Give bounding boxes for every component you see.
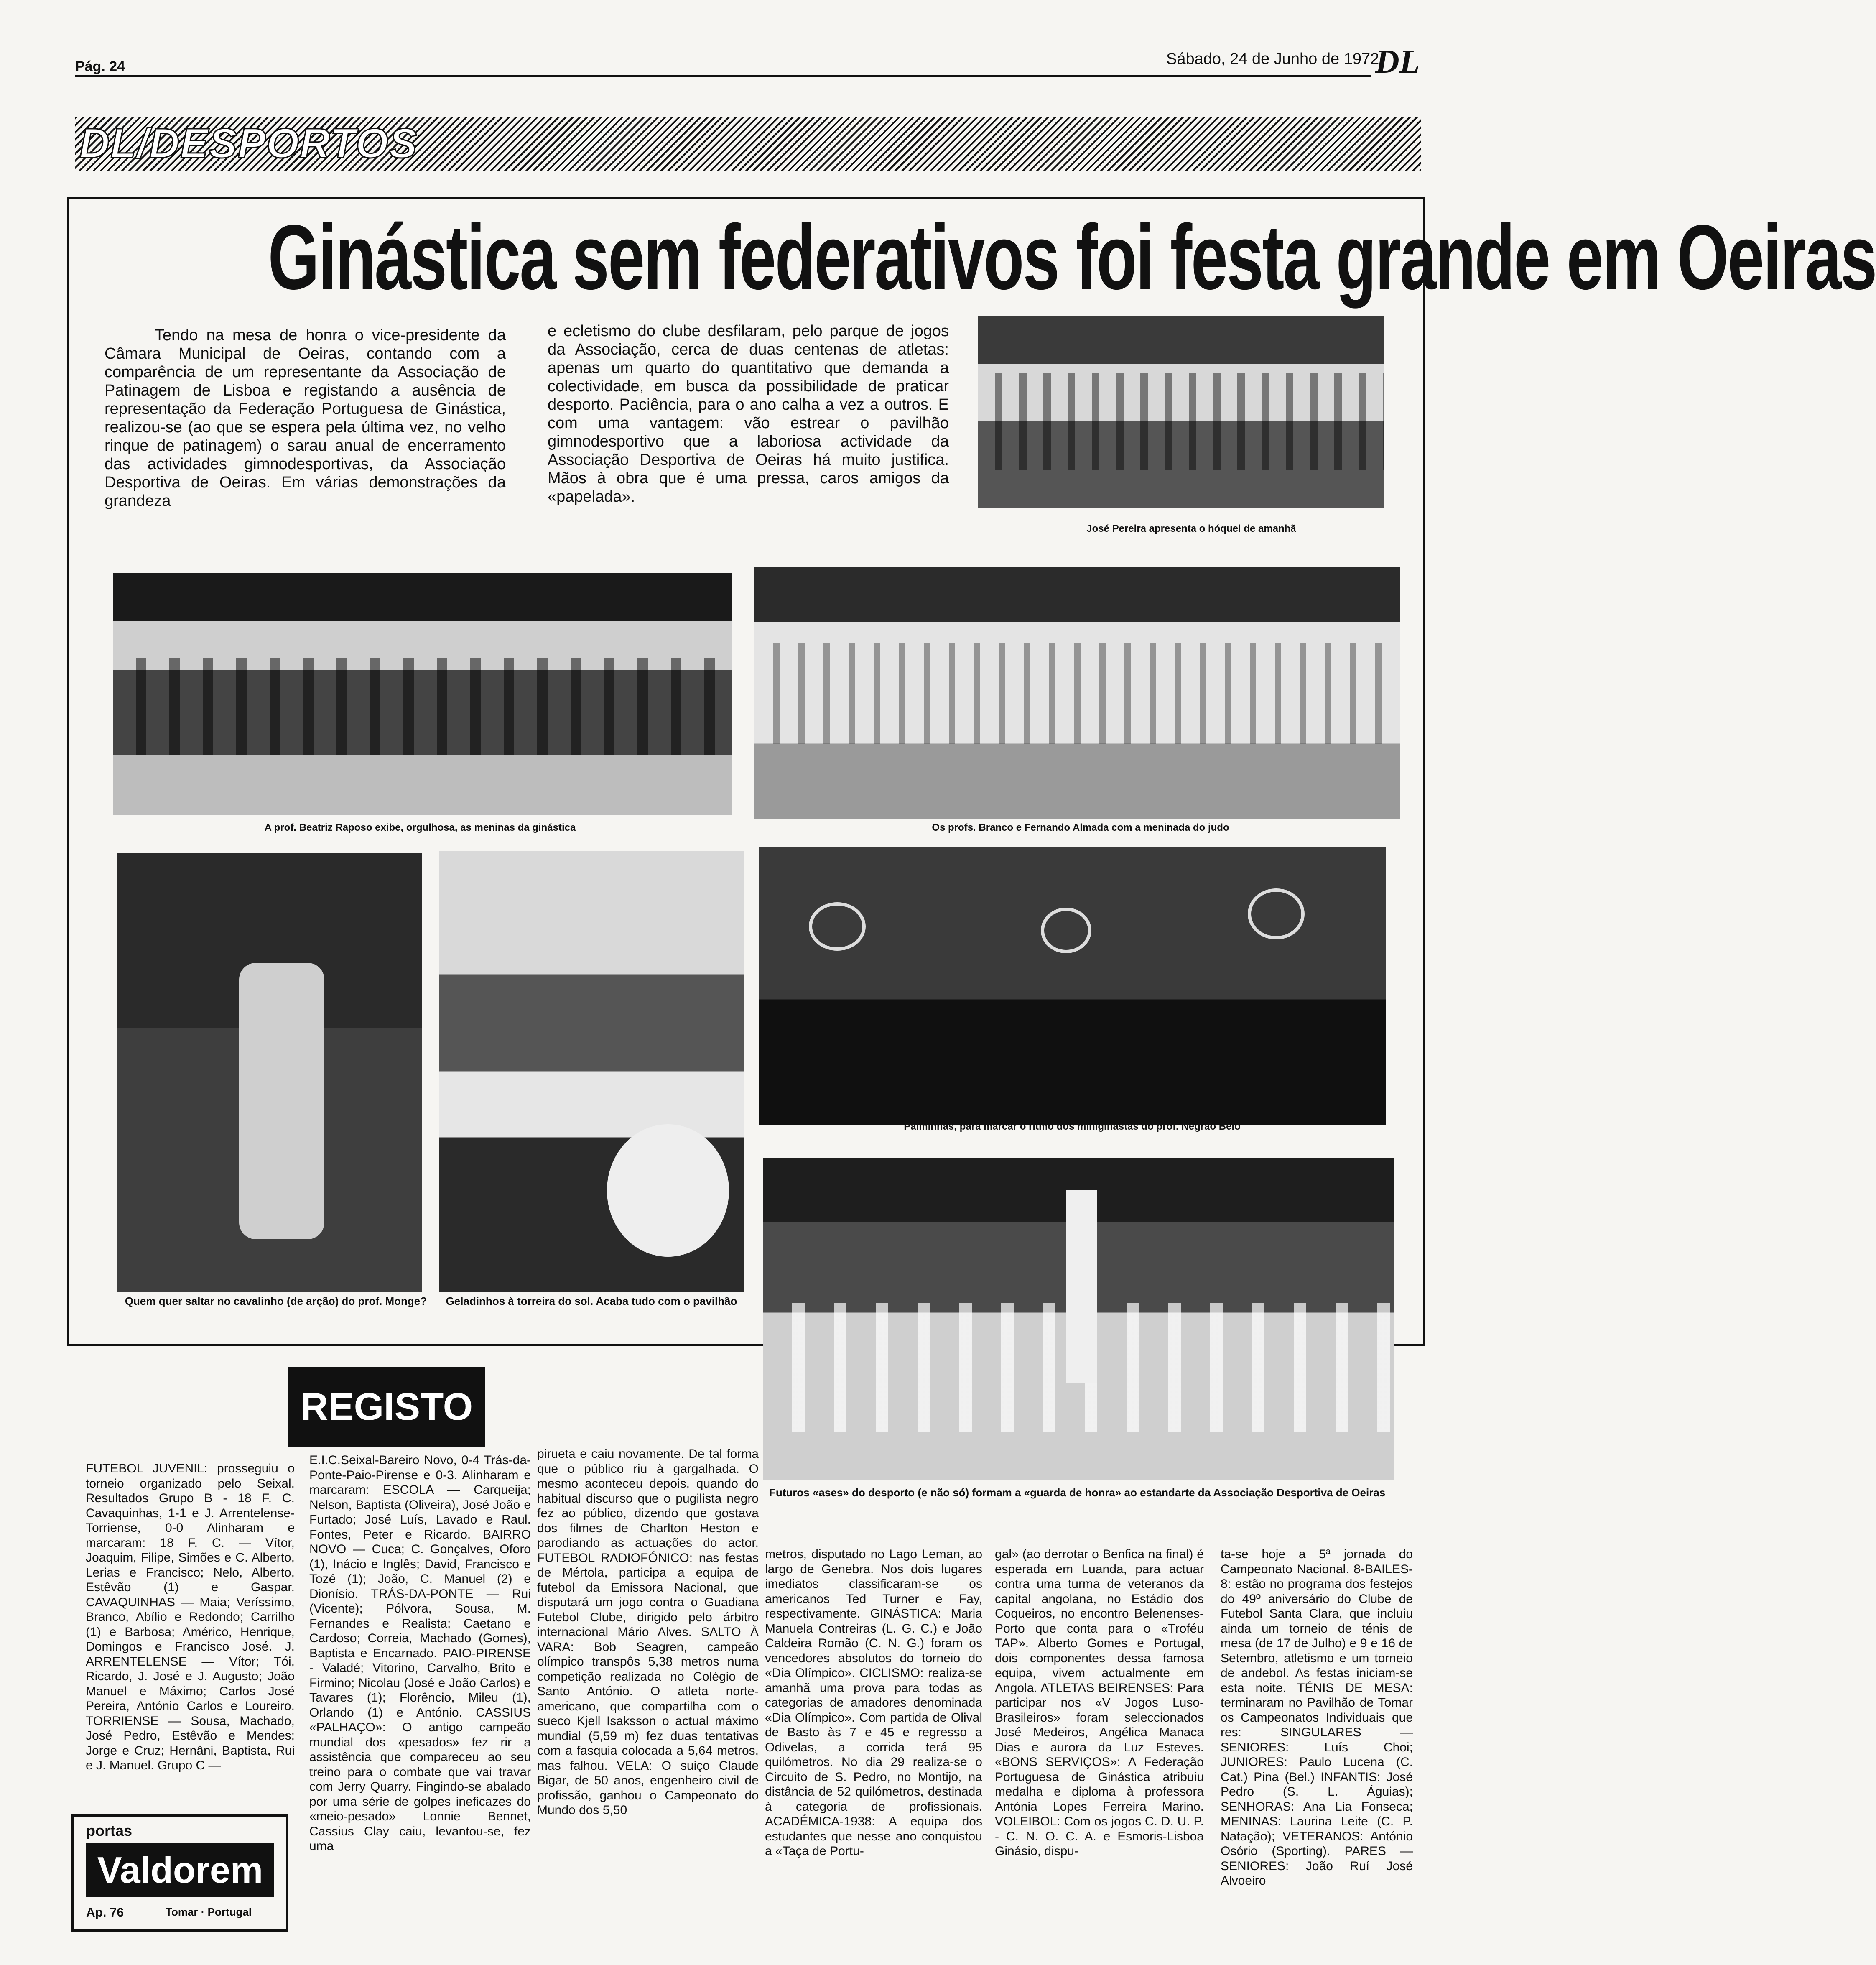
ad-brand: Valdorem <box>86 1843 274 1897</box>
photo-judo <box>754 567 1400 819</box>
issue-date: Sábado, 24 de Junho de 1972 <box>1166 50 1379 68</box>
ad-code: Ap. 76 <box>86 1906 124 1919</box>
registo-title: REGISTO <box>288 1367 485 1447</box>
caption-judo: Os profs. Branco e Fernando Almada com a meninada do judo <box>932 822 1229 833</box>
headline: Ginástica sem federativos foi festa grande em Oeiras <box>268 206 1876 309</box>
header-rule <box>75 75 1371 77</box>
newspaper-logo: DL <box>1375 43 1420 80</box>
caption-gymnastics: A prof. Beatriz Raposo exibe, orgulhosa, as meninas da ginástica <box>264 822 576 833</box>
caption-hockey: José Pereira apresenta o hóquei de amanhã <box>1086 523 1296 534</box>
page-number: Pág. 24 <box>75 59 125 74</box>
article-col-2: e ecletismo do clube desfilaram, pelo parque de jogos da Associação, cerca de duas centenas de atletas: apenas um quarto do quantitativo que demanda a colectividade, em busca da possibilidade de praticar desporto. Paciência, para o ano calha a vez a outros. E com uma vantagem: vão estrear o pavilhão gimnodesportivo que a laboriosa actividade da Associação Desportiva de Oeiras há muito justifica. Mãos à obra que é uma pressa, caros amigos da «papelada». <box>548 322 949 505</box>
registo-col-4: metros, disputado no Lago Leman, ao largo de Genebra. Nos dois lugares imediatos classificaram-se os americanos Ted Turner e Fay, respectivamente. GINÁSTICA: Maria Manuela Contreiras (L. G. C.) e João Caldeira Romão (C. N. G.) foram os vencedores absolutos do torneio do «Dia Olímpico». CICLISMO: realiza-se amanhã uma prova para todas as categorias de amadores denominada «Dia Olímpico». Com partida de Olival de Basto às 7 e 45 e regresso a Odivelas, a corrida terá 95 quilómetros. No dia 29 realiza-se o Circuito de S. Pedro, no Montijo, na distância de 52 quilómetros, destinada à categoria de profissionais. ACADÉMICA-1938: A equipa dos estudantes que nesse ano conquistou a «Taça de Portu- <box>765 1547 982 1858</box>
registo-col-3: pirueta e caiu novamente. De tal forma que o público riu à gargalhada. O mesmo aconteceu depois, quando do habitual discurso que o pugilista negro fez ao público, dizendo que gostava dos filmes de Charlton Heston e parodiando as actuações do actor. FUTEBOL RADIOFÓNICO: nas festas de Mértola, participa a equipa de futebol da Emissora Nacional, que disputará um jogo contra o Guadiana Futebol Clube, dirigido pelo árbitro internacional Mário Alves. SALTO À VARA: Bob Seagren, campeão olímpico transpôs 5,38 metros numa competição realizada no Colégio de Santo António. O atleta norte-americano, que compartilha com o sueco Kjell Isaksson o actual máximo mundial (5,59 m) fez duas tentativas com a fasquia colocada a 5,64 metros, mas falhou. VELA: O suiço Claude Bigar, de 50 anos, engenheiro civil de profissão, ganhou o Campeonato do Mundo dos 5,50 <box>537 1447 759 1817</box>
photo-icecream <box>439 851 744 1292</box>
caption-icecream: Geladinhos à torreira do sol. Acaba tudo com o pavilhão <box>446 1295 737 1307</box>
caption-clapping: Palminhas, para marcar o ritmo dos miniginastas do prof. Negrão Belo <box>904 1121 1241 1132</box>
photo-vaulting <box>117 853 422 1292</box>
registo-col-1: FUTEBOL JUVENIL: prosseguiu o torneio organizado pelo Seixal. Resultados Grupo B - 18 F. C. Cavaquinhas, 1-1 e J. Arrentelense-Torriense, 0-0 Alinharam e marcaram: 18 F. C. — Vítor, Joaquim, Filipe, Simões e C. Alberto, Lerias e Francisco; Nelo, Alberto, Estêvão (1) e Gaspar. CAVAQUINHAS — Maia; Veríssimo, Branco, Abílio e Redondo; Carrilho (1) e Barbosa; Américo, Henrique, Domingos e Francisco José. J. ARRENTELENSE — Vítor; Tói, Ricardo, J. José e J. Augusto; João Manuel e Máximo; Carlos José Pereira, António Carlos e Loureiro. TORRIENSE — Sousa, Machado, José Pedro, Estêvão e Mendes; Jorge e Cruz; Hernâni, Baptista, Rui e J. Manuel. Grupo C — <box>86 1462 295 1772</box>
photo-guard-of-honour <box>763 1158 1394 1480</box>
photo-hockey <box>978 316 1384 508</box>
registo-col-5: gal» (ao derrotar o Benfica na final) é esperada em Luanda, para actuar contra uma turma de veteranos da capital angolana, no Estádio dos Coqueiros, no encontro Belenenses-Porto que conta para o «Troféu TAP». Alberto Gomes e Portugal, dois componentes dessa famosa equipa, vivem actualmente em Angola. ATLETAS BEIRENSES: Para participar nos «V Jogos Luso-Brasileiros» foram seleccionados José Medeiros, Angélica Manaca Dias e aurora da Luz Esteves. «BONS SERVIÇOS»: A Federação Portuguesa de Ginástica atribuiu medalha e diploma à professora Antónia Lopes Ferreira Marino. VOLEIBOL: Com os jogos C. D. U. P. - C. N. O. C. A. e Esmoris-Lisboa Ginásio, dispu- <box>995 1547 1204 1858</box>
section-band <box>75 117 1421 171</box>
caption-vaulting: Quem quer saltar no cavalinho (de arção) do prof. Monge? <box>125 1295 427 1307</box>
photo-gymnastics <box>113 573 732 815</box>
ad-tagline: portas <box>86 1822 133 1839</box>
photo-clapping <box>759 847 1386 1125</box>
ad-place: Tomar · Portugal <box>166 1906 252 1918</box>
registo-col-2: E.I.C.Seixal-Bareiro Novo, 0-4 Trás-da-Ponte-Paio-Pirense e 0-3. Alinharam e marcaram: ESCOLA — Carqueija; Nelson, Baptista (Oliveira), José João e Furtado; José Luís, Lavado e Raul. Fontes, Peter e Ricardo. BAIRRO NOVO — Cuca; C. Gonçalves, Oforo (1), Inácio e Inglês; David, Francisco e Tozé (1); João, C. Manuel (2) e Dionísio. TRÁS-DA-PONTE — Rui (Vicente); Pólvora, Sousa, M. Fernandes e Realista; Caetano e Cardoso; Correia, Machado (Gomes), Baptista e Encarnado. PAIO-PIRENSE - Valadé; Vitorino, Carvalho, Brito e Firmino; Nicolau (José e João Carlos) e Tavares (1); Florêncio, Mileu (1), Orlando (1) e António. CASSIUS «PALHAÇO»: O antigo campeão mundial dos «pesados» fez rir a assistência que compareceu ao seu treino para o combate que vai travar com Jerry Quarry. Fingindo-se abalado por uma série de golpes ineficazes do «meio-pesado» Lonnie Bennet, Cassius Clay caiu, levantou-se, fez uma <box>309 1453 531 1853</box>
article-col-1: Tendo na mesa de honra o vice-presidente da Câmara Municipal de Oeiras, contando com a comparência de um representante da Associação de Patinagem de Lisboa e registando a ausência de representação da Federação Portuguesa de Ginástica, realizou-se (ao que se espera pela última vez, no velho rinque de patinagem) o sarau anual de encerramento das actividades gimnodesportivas, da Associação Desportiva de Oeiras. Em várias demonstrações da grandeza <box>105 327 506 510</box>
registo-col-6: ta-se hoje a 5ª jornada do Campeonato Nacional. 8-BAILES-8: estão no programa dos festejos do 49º aniversário do Clube de Futebol Santa Clara, que incluiu ainda um torneio de ténis de mesa (de 17 de Julho) e 9 e 16 de Setembro, atletismo e um torneio de andebol. As festas iniciam-se esta noite. TÉNIS DE MESA: terminaram no Pavilhão de Tomar os Campeonatos Individuais que res: SINGULARES — SENIORES: Luís Choi; JUNIORES: Paulo Lucena (C. Cat.) Pina (Bel.) INFANTIS: José Pedro (S. L. Águias); SENHORAS: Ana Lia Fonseca; MENINAS: Laurina Leite (C. P. Natação); VETERANOS: António Osório (Sporting). PARES — SENIORES: João Ruí José Alvoeiro <box>1221 1547 1413 1888</box>
section-title: DL/DESPORTOS <box>79 120 418 167</box>
ad-valdorem <box>71 1814 288 1932</box>
caption-guard-of-honour: Futuros «ases» do desporto (e não só) formam a «guarda de honra» ao estandarte da Associação Desportiva de Oeiras <box>769 1486 1386 1499</box>
